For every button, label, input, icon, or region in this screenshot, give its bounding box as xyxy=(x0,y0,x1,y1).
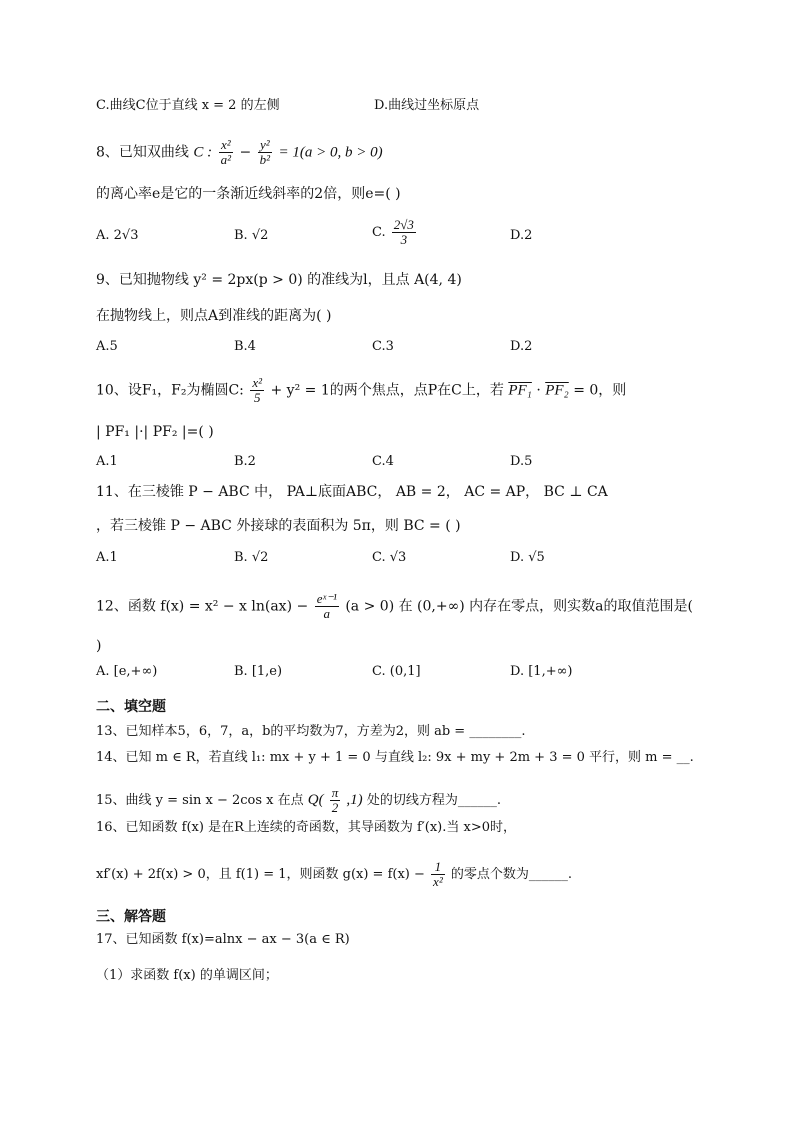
q10-stem-a: 10、设F₁，F₂为椭圆C: xyxy=(96,382,244,399)
q11-stem-b: ，若三棱锥 P − ABC 外接球的表面积为 5π，则 BC = ( ) xyxy=(96,518,461,534)
q11-option-a: A.1 xyxy=(96,550,118,565)
q8-option-c-fraction xyxy=(392,218,416,247)
q15-stem xyxy=(96,786,501,815)
q12-stem xyxy=(96,592,693,621)
q10-stem-d: | PF₁ |·| PF₂ |=( ) xyxy=(96,424,214,440)
q7-option-d: D.曲线过坐标原点 xyxy=(374,98,480,113)
q10-vector-pf1: PF₁ xyxy=(508,382,532,399)
q13-stem: 13、已知样本5，6，7，a，b的平均数为7，方差为2，则 ab = ________. xyxy=(96,724,526,739)
q8-option-c-label: C. xyxy=(372,225,386,240)
q10-stem-c: = 0，则 xyxy=(573,382,627,399)
q10-stem-b: + y² = 1的两个焦点，点P在C上，若 xyxy=(270,382,504,399)
q7-option-c: C.曲线C位于直线 x = 2 的左侧 xyxy=(96,98,280,113)
q9-option-d: D.2 xyxy=(510,339,533,354)
q10-fraction: $\frac{\text{x²}}{5}$ xyxy=(252,375,263,405)
section-fill-in-heading: 二、填空题 xyxy=(96,699,166,715)
q8-option-c-num: 2√3 xyxy=(393,217,414,232)
q11-option-c: C. √3 xyxy=(372,550,407,565)
q12-stem-c: ) xyxy=(96,638,102,654)
section-answer-heading: 三、解答题 xyxy=(96,909,166,925)
q12-fraction-num: eˣ⁻¹ xyxy=(316,591,337,606)
q15-fraction xyxy=(330,786,341,815)
q15-fraction-num: π xyxy=(331,785,339,800)
q8-condition: = 1(a > 0, b > 0) xyxy=(278,144,383,161)
q16-stem-b: xf′(x) + 2f(x) > 0，且 f(1) = 1，则函数 g(x) = f(x) − xyxy=(96,867,425,882)
q9-stem-a: 9、已知抛物线 y² = 2px(p > 0) 的准线为l，且点 A(4, 4) xyxy=(96,272,462,288)
q14-stem: 14、已知 m ∈ R，若直线 l₁: mx + y + 1 = 0 与直线 l₂: 9x + my + 2m + 3 = 0 平行，则 m = __. xyxy=(96,750,694,765)
q16-fraction xyxy=(431,860,445,889)
q12-option-d: D. [1,+∞) xyxy=(510,664,573,679)
q10-option-d: D.5 xyxy=(510,454,533,469)
q8-minus: − xyxy=(239,144,252,161)
q15-fraction-den: 2 xyxy=(331,800,339,815)
q12-fraction xyxy=(315,592,339,621)
q12-stem-b: (a > 0) 在 (0,+∞) 内存在零点，则实数a的取值范围是( xyxy=(345,598,693,615)
q11-option-d: D. √5 xyxy=(510,550,545,565)
q15-point-close: ,1) xyxy=(346,792,363,808)
q15-stem-a: 15、曲线 y = sin x − 2cos x 在点 xyxy=(96,793,304,808)
q15-point-open: Q( xyxy=(307,792,324,808)
q9-option-c: C.3 xyxy=(372,339,394,354)
q8-stem-text: 8、已知双曲线 xyxy=(96,144,189,161)
q11-stem-a: 11、在三棱锥 P − ABC 中， PA⊥底面ABC， AB = 2， AC = AP， BC ⊥ CA xyxy=(96,484,608,500)
q9-stem-b: 在抛物线上，则点A到准线的距离为( ) xyxy=(96,308,332,324)
q11-option-b: B. √2 xyxy=(234,550,269,565)
q8-fraction-x: $\frac{\text{x²}}{\text{a²}}$ xyxy=(220,137,231,167)
q10-dot: · xyxy=(536,382,541,399)
q10-option-c: C.4 xyxy=(372,454,394,469)
q8-stem xyxy=(96,138,383,167)
q8-stem-b: 的离心率e是它的一条渐近线斜率的2倍，则e=( ) xyxy=(96,186,401,202)
q15-stem-b: 处的切线方程为______. xyxy=(366,793,501,808)
q12-stem-a: 12、函数 f(x) = x² − x ln(ax) − xyxy=(96,598,309,615)
q12-option-c: C. (0,1] xyxy=(372,664,421,679)
q10-vector-pf2: PF₂ xyxy=(545,382,569,399)
q8-fraction-y: $\frac{\text{y²}}{\text{b²}}$ xyxy=(259,137,271,167)
q9-option-b: B.4 xyxy=(234,339,256,354)
q8-option-a: A. 2√3 xyxy=(96,228,139,243)
q12-fraction-den: a xyxy=(323,606,331,621)
q8-curve-label: C : xyxy=(193,144,213,161)
q12-option-b: B. [1,e) xyxy=(234,664,283,679)
q8-option-b: B. √2 xyxy=(234,228,269,243)
q17-part-1: （1）求函数 f(x) 的单调区间； xyxy=(96,968,278,983)
q12-option-a: A. [e,+∞) xyxy=(96,664,158,679)
q16-stem xyxy=(96,860,572,889)
q9-option-a: A.5 xyxy=(96,339,118,354)
q8-option-d: D.2 xyxy=(510,228,533,243)
q10-stem xyxy=(96,376,626,405)
q16-fraction-num: 1 xyxy=(431,860,445,875)
q8-option-c-den: 3 xyxy=(400,232,408,247)
q16-stem-c: 的零点个数为______. xyxy=(450,867,572,882)
q16-fraction-den: x² xyxy=(433,874,443,889)
q10-option-b: B.2 xyxy=(234,454,256,469)
q16-stem-a: 16、已知函数 f(x) 是在R上连续的奇函数，其导函数为 f′(x).当 x>0时， xyxy=(96,820,517,835)
q10-option-a: A.1 xyxy=(96,454,118,469)
q17-stem-a: 17、已知函数 f(x)=alnx − ax − 3(a ∈ R) xyxy=(96,932,350,947)
q8-option-c xyxy=(372,218,418,247)
